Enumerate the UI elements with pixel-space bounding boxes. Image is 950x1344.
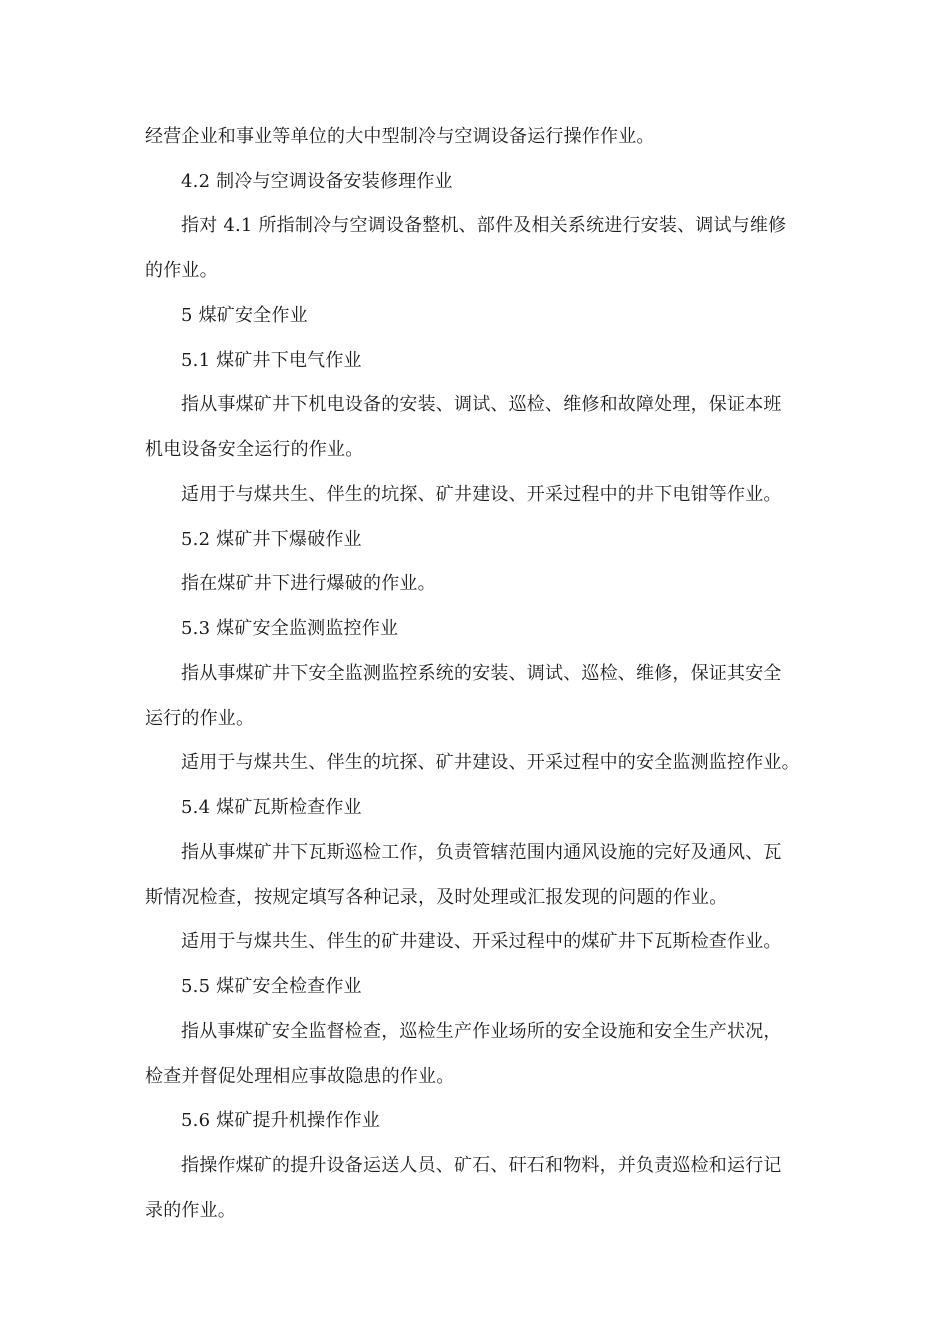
section-heading: 5.6 煤矿提升机操作作业 [181,1110,380,1131]
section-heading: 4.2 制冷与空调设备安装修理作业 [181,171,453,192]
paragraph-line: 指对 4.1 所指制冷与空调设备整机、部件及相关系统进行安装、调试与维修 [181,215,787,236]
paragraph-line: 经营企业和事业等单位的大中型制冷与空调设备运行操作作业。 [145,126,655,147]
paragraph-line: 指操作煤矿的提升设备运送人员、矿石、矸石和物料，并负责巡检和运行记 [181,1155,782,1176]
section-heading: 5 煤矿安全作业 [181,305,308,326]
section-heading: 5.5 煤矿安全检查作业 [181,976,362,997]
paragraph-line: 指从事煤矿井下瓦斯巡检工作，负责管辖范围内通风设施的完好及通风、瓦 [181,842,782,863]
paragraph-line: 指从事煤矿井下安全监测监控系统的安装、调试、巡检、维修，保证其安全 [181,663,782,684]
section-heading: 5.4 煤矿瓦斯检查作业 [181,797,362,818]
paragraph-line: 指在煤矿井下进行爆破的作业。 [181,573,436,594]
paragraph-line: 指从事煤矿安全监督检查，巡检生产作业场所的安全设施和安全生产状况， [181,1021,782,1042]
section-heading: 5.1 煤矿井下电气作业 [181,350,362,371]
paragraph-line: 斯情况检查，按规定填写各种记录，及时处理或汇报发现的问题的作业。 [145,887,728,908]
paragraph-line: 检查并督促处理相应事故隐患的作业。 [145,1066,455,1087]
paragraph-line: 适用于与煤共生、伴生的坑探、矿井建设、开采过程中的井下电钳等作业。 [181,484,782,505]
paragraph-line: 指从事煤矿井下机电设备的安装、调试、巡检、维修和故障处理，保证本班 [181,394,782,415]
paragraph-line: 录的作业。 [145,1200,236,1221]
paragraph-line: 适用于与煤共生、伴生的坑探、矿井建设、开采过程中的安全监测监控作业。 [181,752,800,773]
paragraph-line: 机电设备安全运行的作业。 [145,439,364,460]
paragraph-line: 运行的作业。 [145,708,255,729]
paragraph-line: 适用于与煤共生、伴生的矿井建设、开采过程中的煤矿井下瓦斯检查作业。 [181,931,782,952]
section-heading: 5.2 煤矿井下爆破作业 [181,529,362,550]
section-heading: 5.3 煤矿安全监测监控作业 [181,618,399,639]
paragraph-line: 的作业。 [145,260,218,281]
